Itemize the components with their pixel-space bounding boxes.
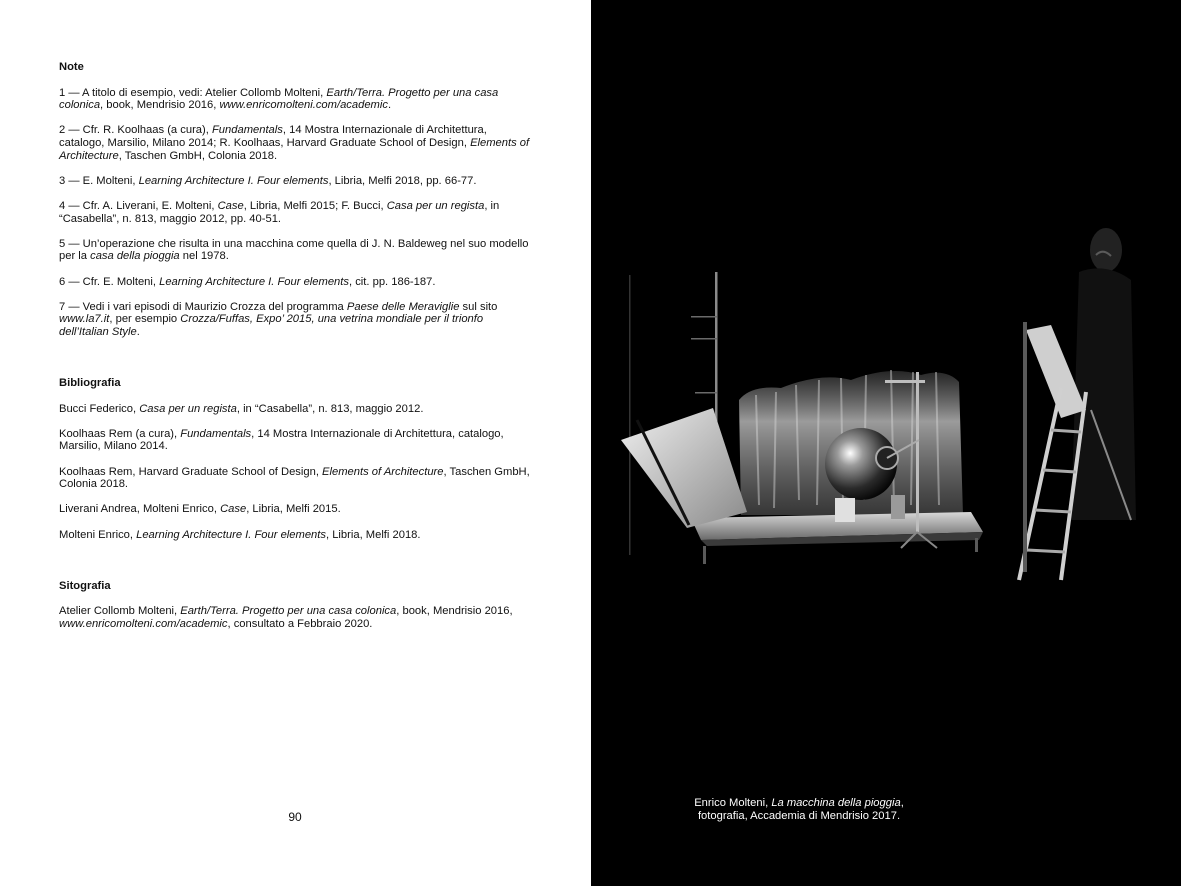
photo-caption	[649, 797, 949, 823]
section-spacer	[59, 351, 534, 377]
notes-heading: Note	[59, 61, 84, 73]
caption-line-2: fotografia, Accademia di Mendrisio 2017.	[697, 809, 901, 822]
bibliography-item-5: Molteni Enrico, Learning Architecture I. Four elements, Libria, Melfi 2018.	[59, 528, 421, 541]
bibliography-item-3: Koolhaas Rem, Harvard Graduate School of Design, Elements of Architecture, Taschen GmbH, Colonia 2018.	[59, 465, 530, 491]
tilted-panel	[621, 408, 747, 528]
right-page	[591, 0, 1181, 886]
note-7: 7 — Vedi i vari episodi di Maurizio Crozza del programma Paese delle Meraviglie sul sito www.la7.it, per esempio Crozza/Fuffas, Expo’ 2015, una vetrina mondiale per il trionfo dell’Italian Style.	[59, 300, 498, 338]
section-spacer	[59, 554, 534, 580]
bibliography-item-2: Koolhaas Rem (a cura), Fundamentals, 14 Mostra Internazionale di Architettura, catalogo, Marsilio, Milano 2014.	[59, 427, 504, 453]
note-3: 3 — E. Molteni, Learning Architecture I. Four elements, Libria, Melfi 2018, pp. 66-77.	[59, 174, 477, 187]
note-2: 2 — Cfr. R. Koolhaas (a cura), Fundamentals, 14 Mostra Internazionale di Architettura, catalogo, Marsilio, Milano 2014; R. Koolhaas, Harvard Graduate School of Design, Elements of Architecture, Taschen GmbH, Colonia 2018.	[59, 124, 530, 162]
text-column	[59, 61, 534, 643]
note-6: 6 — Cfr. E. Molteni, Learning Architecture I. Four elements, cit. pp. 186-187.	[59, 275, 436, 288]
bibliography-item-4: Liverani Andrea, Molteni Enrico, Case, Libria, Melfi 2015.	[59, 503, 341, 516]
note-5: 5 — Un’operazione che risulta in una macchina come quella di J. N. Baldeweg nel suo modello per la casa della pioggia nel 1978.	[59, 237, 529, 263]
bibliography-heading: Bibliografia	[59, 377, 121, 390]
page-number: 90	[288, 810, 302, 824]
sitography-heading: Sitografia	[59, 579, 111, 592]
sitography-item-1: Atelier Collomb Molteni, Earth/Terra. Progetto per una casa colonica, book, Mendrisio 2016, www.enricomolteni.com/academic, consultato a Febbraio 2020.	[59, 605, 513, 630]
rain-machine-photo	[591, 0, 1181, 886]
note-1: 1 — A titolo di esempio, vedi: Atelier Collomb Molteni, Earth/Terra. Progetto per una casa colonica, book, Mendrisio 2016, www.enricomolteni.com/academic.	[59, 86, 499, 112]
bibliography-item-1: Bucci Federico, Casa per un regista, in “Casabella”, n. 813, maggio 2012.	[59, 402, 424, 415]
figure-silhouette	[1071, 228, 1136, 520]
caption-line-1: Enrico Molteni, La macchina della pioggia,	[694, 797, 904, 809]
note-4: 4 — Cfr. A. Liverani, E. Molteni, Case, Libria, Melfi 2015; F. Bucci, Casa per un regista, in “Casabella”, n. 813, maggio 2012, pp. 40-51.	[59, 199, 500, 225]
